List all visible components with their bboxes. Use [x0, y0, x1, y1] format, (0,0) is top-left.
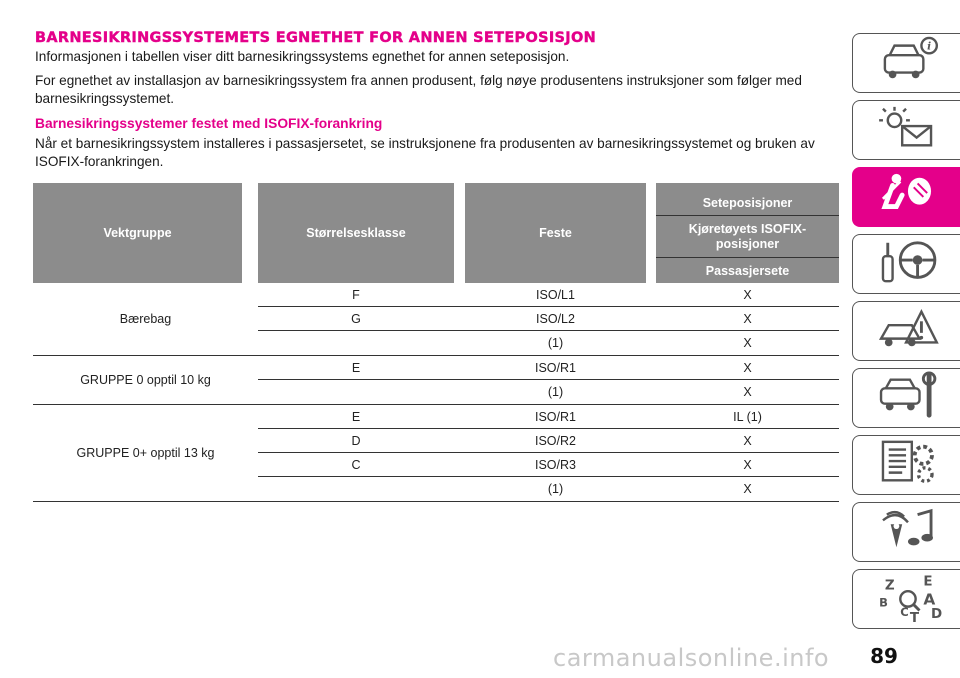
suitability-table	[33, 183, 839, 502]
section-subtitle: Barnesikringssystemer festet med ISOFIX-forankring	[35, 116, 383, 131]
passenger-cell: X	[743, 288, 752, 302]
table-body	[33, 283, 839, 502]
weight-group-name: GRUPPE 0+ opptil 13 kg	[76, 446, 215, 460]
installation-paragraph: For egnethet av installasjon av barnesikringssystem fra annen produsent, følg nøye produsentens instruksjoner som følger med barnesikringssystemet.	[35, 73, 802, 106]
header-divider	[656, 215, 839, 216]
header-divider	[656, 257, 839, 258]
chapter-tab[interactable]	[852, 569, 960, 629]
header-passenger-seat: Passasjersete	[705, 263, 790, 278]
header-size-class: Størrelsesklasse	[258, 183, 454, 283]
size-class-cell: E	[351, 410, 361, 424]
header-seat-positions-block	[656, 183, 839, 283]
table-group	[33, 283, 839, 356]
passenger-cell: X	[743, 458, 752, 472]
chapter-tab[interactable]	[852, 435, 960, 495]
fixture-cell: ISO/R2	[535, 434, 576, 448]
chapter-tab[interactable]	[852, 368, 960, 428]
chapter-tab[interactable]	[852, 167, 960, 227]
table-row	[33, 453, 839, 477]
isofix-paragraph: Når et barnesikringssystem installeres i passasjersetet, se instruksjonene fra produsenten av barnesikringssystemet og bruken av ISOFIX-forankringen.	[35, 136, 815, 169]
size-class-cell: D	[351, 434, 361, 448]
passenger-cell: X	[743, 385, 752, 399]
svg-text:Z: Z	[884, 577, 895, 593]
table-row	[33, 477, 839, 501]
svg-text:C: C	[899, 604, 909, 619]
header-isofix-positions: Kjøretøyets ISOFIX-posisjoner	[688, 222, 807, 251]
chapter-tab[interactable]	[852, 100, 960, 160]
fixture-cell: ISO/R3	[535, 458, 576, 472]
svg-text:A: A	[922, 590, 935, 609]
page-title: BARNESIKRINGSSYSTEMETS EGNETHET FOR ANNEN SETEPOSISJON	[35, 30, 597, 46]
table-header	[33, 183, 839, 283]
weight-group-name: Bærebag	[119, 312, 172, 326]
passenger-cell: IL (1)	[733, 410, 762, 424]
fixture-cell: ISO/R1	[535, 410, 576, 424]
header-weight-group: Vektgruppe	[33, 183, 242, 283]
table-row	[33, 356, 839, 380]
passenger-cell: X	[743, 336, 752, 350]
document-body	[35, 30, 840, 179]
table-group	[33, 405, 839, 502]
passenger-cell: X	[743, 361, 752, 375]
fixture-cell: ISO/L1	[536, 288, 575, 302]
size-class-cell: E	[351, 361, 361, 375]
chapter-tab[interactable]	[852, 33, 960, 93]
airbag-safety-icon	[872, 170, 942, 225]
weight-group-name: GRUPPE 0 opptil 10 kg	[80, 373, 211, 387]
fixture-cell: (1)	[547, 385, 564, 399]
table-row	[33, 405, 839, 429]
fixture-cell: (1)	[547, 482, 564, 496]
passenger-cell: X	[743, 434, 752, 448]
passenger-cell: X	[743, 312, 752, 326]
car-info-icon	[872, 36, 942, 91]
svg-text:B: B	[878, 595, 888, 610]
header-fixture: Feste	[465, 183, 646, 283]
technical-data-icon	[872, 438, 942, 493]
svg-text:T: T	[909, 610, 919, 622]
fixture-cell: (1)	[547, 336, 564, 350]
emergency-icon	[872, 304, 942, 359]
index-icon	[872, 572, 942, 627]
key-steering-icon	[872, 237, 942, 292]
maintenance-icon	[872, 371, 942, 426]
passenger-cell: X	[743, 482, 752, 496]
size-class-cell: G	[351, 312, 361, 326]
table-row	[33, 307, 839, 331]
svg-text:D: D	[930, 606, 942, 622]
intro-paragraph: Informasjonen i tabellen viser ditt barnesikringssystems egnethet for annen seteposisjon.	[35, 49, 570, 64]
size-class-cell: F	[352, 288, 360, 302]
table-row	[33, 283, 839, 307]
chapter-tab[interactable]	[852, 502, 960, 562]
svg-text:E: E	[922, 573, 933, 589]
table-row	[33, 380, 839, 404]
watermark: carmanualsonline.info	[553, 644, 830, 672]
page-number: 89	[870, 644, 898, 668]
multimedia-icon	[872, 505, 942, 560]
table-row	[33, 429, 839, 453]
fixture-cell: ISO/L2	[536, 312, 575, 326]
header-seat-positions: Seteposisjoner	[702, 195, 793, 210]
size-class-cell: C	[351, 458, 361, 472]
fixture-cell: ISO/R1	[535, 361, 576, 375]
svg-text:i: i	[926, 39, 931, 52]
dashboard-lights-icon	[872, 103, 942, 158]
table-group	[33, 356, 839, 405]
chapter-tab[interactable]	[852, 234, 960, 294]
chapter-tab[interactable]	[852, 301, 960, 361]
table-row	[33, 331, 839, 355]
